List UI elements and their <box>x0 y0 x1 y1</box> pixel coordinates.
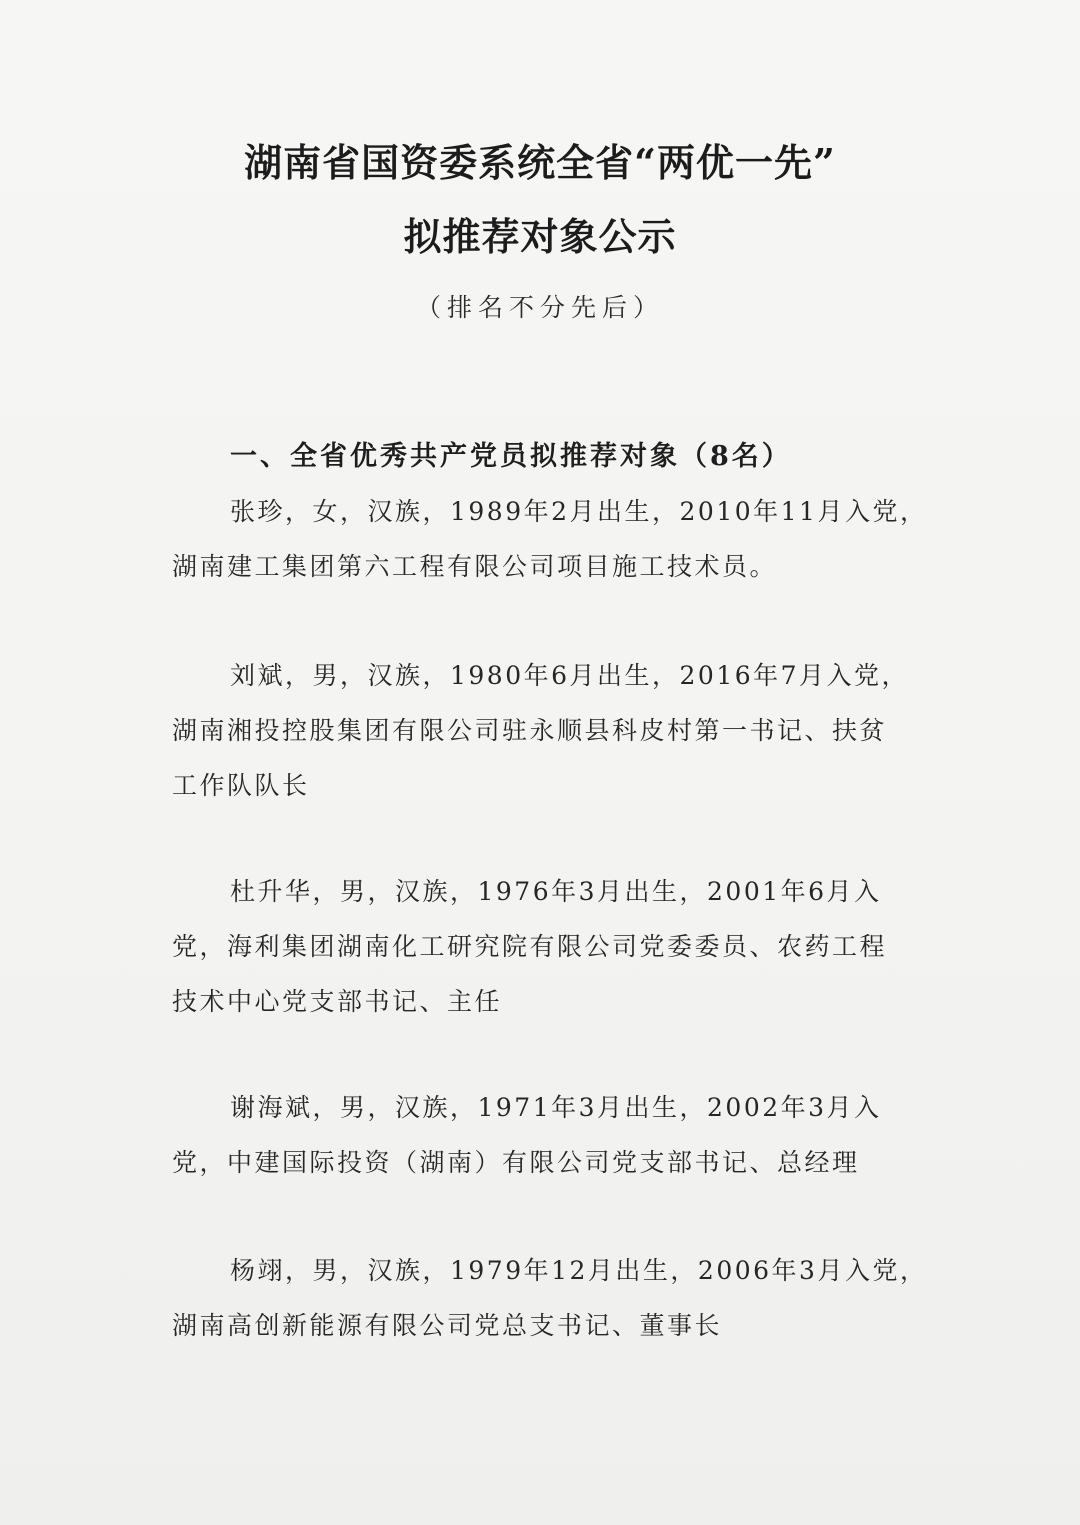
entry-line: 技术中心党支部书记、主任 <box>172 987 503 1016</box>
nominee-entry-5 <box>172 1243 932 1353</box>
nominee-entry-4 <box>172 1080 932 1190</box>
entry-line: 杜升华，男，汉族，1976年3月出生，2001年6月入 <box>230 877 882 906</box>
document-title-line1: 湖南省国资委系统全省“两优一先” <box>244 140 836 185</box>
entry-line: 工作队队长 <box>172 771 310 800</box>
entry-line: 谢海斌，男，汉族，1971年3月出生，2002年3月入 <box>230 1093 882 1122</box>
entry-line: 湖南建工集团第六工程有限公司项目施工技术员。 <box>172 552 778 581</box>
document-subtitle: （排名不分先后） <box>415 293 664 322</box>
entry-line: 杨翊，男，汉族，1979年12月出生，2006年3月入党， <box>230 1256 928 1285</box>
nominee-entry-2 <box>172 648 932 813</box>
entry-line: 刘斌，男，汉族，1980年6月出生，2016年7月入党， <box>230 661 910 690</box>
entry-line: 湖南湘投控股集团有限公司驻永顺县科皮村第一书记、扶贫 <box>172 716 888 745</box>
document-title-line2: 拟推荐对象公示 <box>403 214 677 259</box>
entry-line: 党，中建国际投资（湖南）有限公司党支部书记、总经理 <box>172 1148 860 1177</box>
entry-line: 党，海利集团湖南化工研究院有限公司党委委员、农药工程 <box>172 932 888 961</box>
entry-line: 湖南高创新能源有限公司党总支书记、董事长 <box>172 1311 723 1340</box>
entry-line: 张珍，女，汉族，1989年2月出生，2010年11月入党， <box>230 497 928 526</box>
section-heading: 一、全省优秀共产党员拟推荐对象（8名） <box>230 441 792 472</box>
nominee-entry-1 <box>172 484 932 594</box>
nominee-entry-3 <box>172 864 932 1029</box>
